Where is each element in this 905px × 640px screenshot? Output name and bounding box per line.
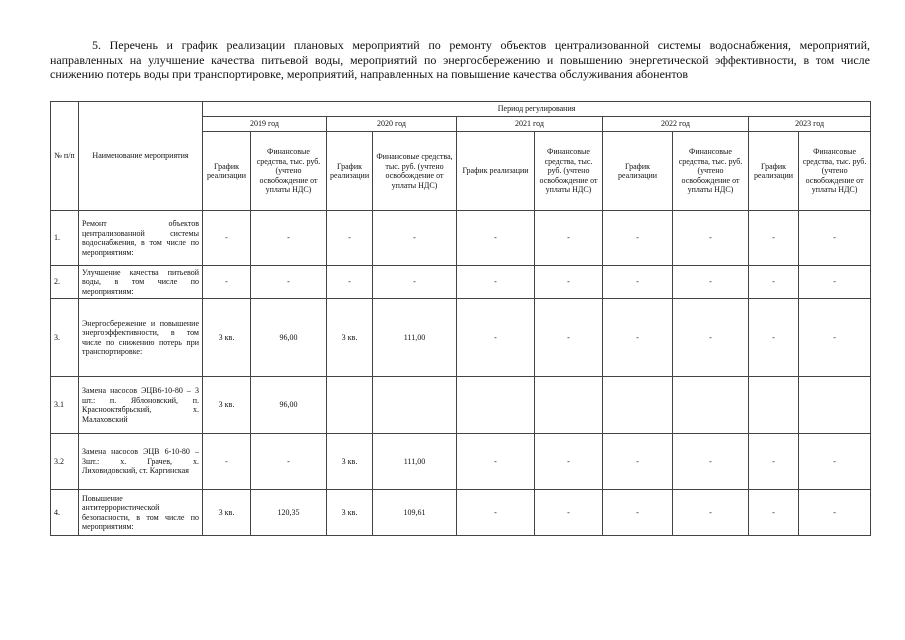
cell: 3 кв.: [327, 434, 373, 490]
header-schedule: График реализации: [327, 132, 373, 211]
cell: 3 кв.: [327, 490, 373, 536]
header-year-2021: 2021 год: [457, 117, 603, 132]
row-name: Замена насосов ЭЦВ 6-10-80 – 3шт.: х. Грачев, х. Лиховидовский, ст. Каргинская: [79, 434, 203, 490]
cell: -: [603, 299, 673, 377]
header-funds: Финансовые средства, тыс. руб. (учтено освобождение от уплаты НДС): [373, 132, 457, 211]
row-num: 3.1: [51, 377, 79, 434]
row-name: Улучшение качества питьевой воды, в том числе по мероприятиям:: [79, 266, 203, 299]
cell: -: [203, 266, 251, 299]
cell: -: [673, 490, 749, 536]
cell: -: [251, 434, 327, 490]
cell: -: [457, 266, 535, 299]
cell: -: [251, 266, 327, 299]
cell: -: [457, 490, 535, 536]
cell: 3 кв.: [203, 490, 251, 536]
cell: -: [749, 299, 799, 377]
cell: -: [673, 266, 749, 299]
cell: [327, 377, 373, 434]
table-row: [51, 266, 871, 299]
cell: -: [535, 266, 603, 299]
cell: -: [799, 211, 871, 266]
header-year-2019: 2019 год: [203, 117, 327, 132]
header-funds: Финансовые средства, тыс. руб. (учтено освобождение от уплаты НДС): [535, 132, 603, 211]
table-row: [51, 434, 871, 490]
cell: -: [535, 490, 603, 536]
cell: -: [251, 211, 327, 266]
header-schedule: График реализации: [749, 132, 799, 211]
cell: [373, 377, 457, 434]
cell: [603, 377, 673, 434]
cell: [799, 377, 871, 434]
cell: -: [603, 490, 673, 536]
header-schedule: График реализации: [203, 132, 251, 211]
section-heading: [50, 38, 870, 82]
cell: -: [749, 266, 799, 299]
cell: -: [535, 434, 603, 490]
cell: -: [799, 299, 871, 377]
cell: 96,00: [251, 299, 327, 377]
cell: 3 кв.: [203, 377, 251, 434]
cell: 96,00: [251, 377, 327, 434]
section-heading-text: 5. Перечень и график реализации плановых мероприятий по ремонту объектов централизованной системы водоснабжения, мероприятий, направленных на улучшение качества питьевой воды, мероприятий по энергосбережению и повышению энергетической эффективности, в том числе снижению потерь воды при транспортировке, мероприятий, направленных на повышение качества обслуживания абонентов: [50, 38, 870, 81]
row-name: Энергосбережение и повышение энергоэффективности, в том числе по снижению потерь при транспортировке:: [79, 299, 203, 377]
cell: [457, 377, 535, 434]
cell: -: [457, 299, 535, 377]
cell: -: [673, 211, 749, 266]
table-row: [51, 490, 871, 536]
cell: -: [799, 490, 871, 536]
cell: 111,00: [373, 434, 457, 490]
cell: 3 кв.: [203, 299, 251, 377]
cell: [673, 377, 749, 434]
cell: [749, 377, 799, 434]
cell: -: [203, 211, 251, 266]
header-year-2022: 2022 год: [603, 117, 749, 132]
cell: -: [749, 211, 799, 266]
cell: -: [327, 211, 373, 266]
header-year-2023: 2023 год: [749, 117, 871, 132]
cell: -: [457, 434, 535, 490]
cell: -: [799, 434, 871, 490]
table-row: [51, 211, 871, 266]
cell: -: [535, 299, 603, 377]
cell: [535, 377, 603, 434]
row-num: 3.2: [51, 434, 79, 490]
cell: -: [673, 434, 749, 490]
cell: -: [603, 434, 673, 490]
row-num: 4.: [51, 490, 79, 536]
cell: -: [457, 211, 535, 266]
cell: -: [749, 434, 799, 490]
cell: -: [373, 211, 457, 266]
cell: -: [749, 490, 799, 536]
header-num: № п/п: [51, 102, 79, 211]
header-schedule: График реализации: [457, 132, 535, 211]
header-year-2020: 2020 год: [327, 117, 457, 132]
cell: -: [535, 211, 603, 266]
cell: -: [327, 266, 373, 299]
cell: -: [603, 211, 673, 266]
header-funds: Финансовые средства, тыс. руб. (учтено освобождение от уплаты НДС): [799, 132, 871, 211]
cell: -: [799, 266, 871, 299]
cell: 120,35: [251, 490, 327, 536]
cell: 3 кв.: [327, 299, 373, 377]
row-name: Замена насосов ЭЦВ6-10-80 – 3 шт.: п. Яблоновский, п. Краснооктябрьский, х. Малаховский: [79, 377, 203, 434]
cell: -: [673, 299, 749, 377]
header-funds: Финансовые средства, тыс. руб. (учтено освобождение от уплаты НДС): [673, 132, 749, 211]
row-name: Повышение антитеррористической безопасности, в том числе по мероприятиям:: [79, 490, 203, 536]
row-num: 2.: [51, 266, 79, 299]
cell: 111,00: [373, 299, 457, 377]
row-num: 3.: [51, 299, 79, 377]
measures-table: [50, 101, 871, 536]
header-schedule: График реализации: [603, 132, 673, 211]
header-period: Период регулирования: [203, 102, 871, 117]
row-name: Ремонт объектов централизованной системы водоснабжения, в том числе по мероприятиям:: [79, 211, 203, 266]
header-name: Наименование мероприятия: [79, 102, 203, 211]
row-num: 1.: [51, 211, 79, 266]
cell: 109,61: [373, 490, 457, 536]
header-funds: Финансовые средства, тыс. руб. (учтено освобождение от уплаты НДС): [251, 132, 327, 211]
cell: -: [603, 266, 673, 299]
table-row: [51, 299, 871, 377]
cell: -: [203, 434, 251, 490]
table-row: [51, 377, 871, 434]
cell: -: [373, 266, 457, 299]
